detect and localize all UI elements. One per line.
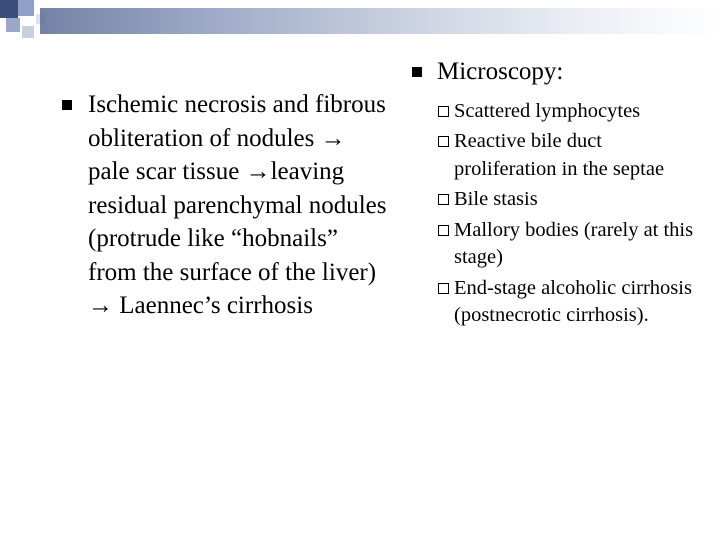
left-bullet-text: Ischemic necrosis and fibrous obliteration of nodules → pale scar tissue →leaving residual parenchymal nodules (protrude like “hobnails” from the surface of the liver) → Laennec’s cirrhosis bbox=[88, 91, 387, 319]
decor-square bbox=[22, 26, 34, 38]
microscopy-list bbox=[438, 95, 707, 330]
hollow-square-bullet-icon bbox=[438, 194, 449, 205]
hollow-square-bullet-icon bbox=[438, 283, 449, 294]
microscopy-heading: Microscopy: bbox=[437, 58, 564, 85]
square-bullet-icon bbox=[412, 67, 422, 77]
hollow-square-bullet-icon bbox=[438, 136, 449, 147]
right-heading-row bbox=[412, 55, 707, 89]
list-item-text: Reactive bile duct proliferation in the septae bbox=[454, 130, 665, 180]
list-item-text: End-stage alcoholic cirrhosis (postnecrotic cirrhosis). bbox=[454, 276, 692, 326]
list-item-text: Bile stasis bbox=[454, 188, 538, 210]
list-item bbox=[438, 214, 707, 272]
list-item-text: Scattered lymphocytes bbox=[454, 99, 641, 122]
list-item-text: Mallory bodies (rarely at this stage) bbox=[454, 218, 694, 268]
header-gradient-bar bbox=[40, 8, 720, 34]
hollow-square-bullet-icon bbox=[438, 106, 449, 117]
square-bullet-icon bbox=[62, 100, 72, 110]
right-column bbox=[412, 55, 707, 330]
list-item bbox=[438, 125, 707, 183]
list-item bbox=[438, 183, 707, 214]
decor-square bbox=[0, 0, 18, 18]
left-bullet bbox=[62, 88, 392, 323]
decor-square bbox=[6, 18, 20, 32]
list-item bbox=[438, 272, 707, 330]
list-item bbox=[438, 95, 707, 126]
left-column bbox=[62, 88, 392, 323]
decor-square bbox=[18, 0, 34, 16]
hollow-square-bullet-icon bbox=[438, 225, 449, 236]
